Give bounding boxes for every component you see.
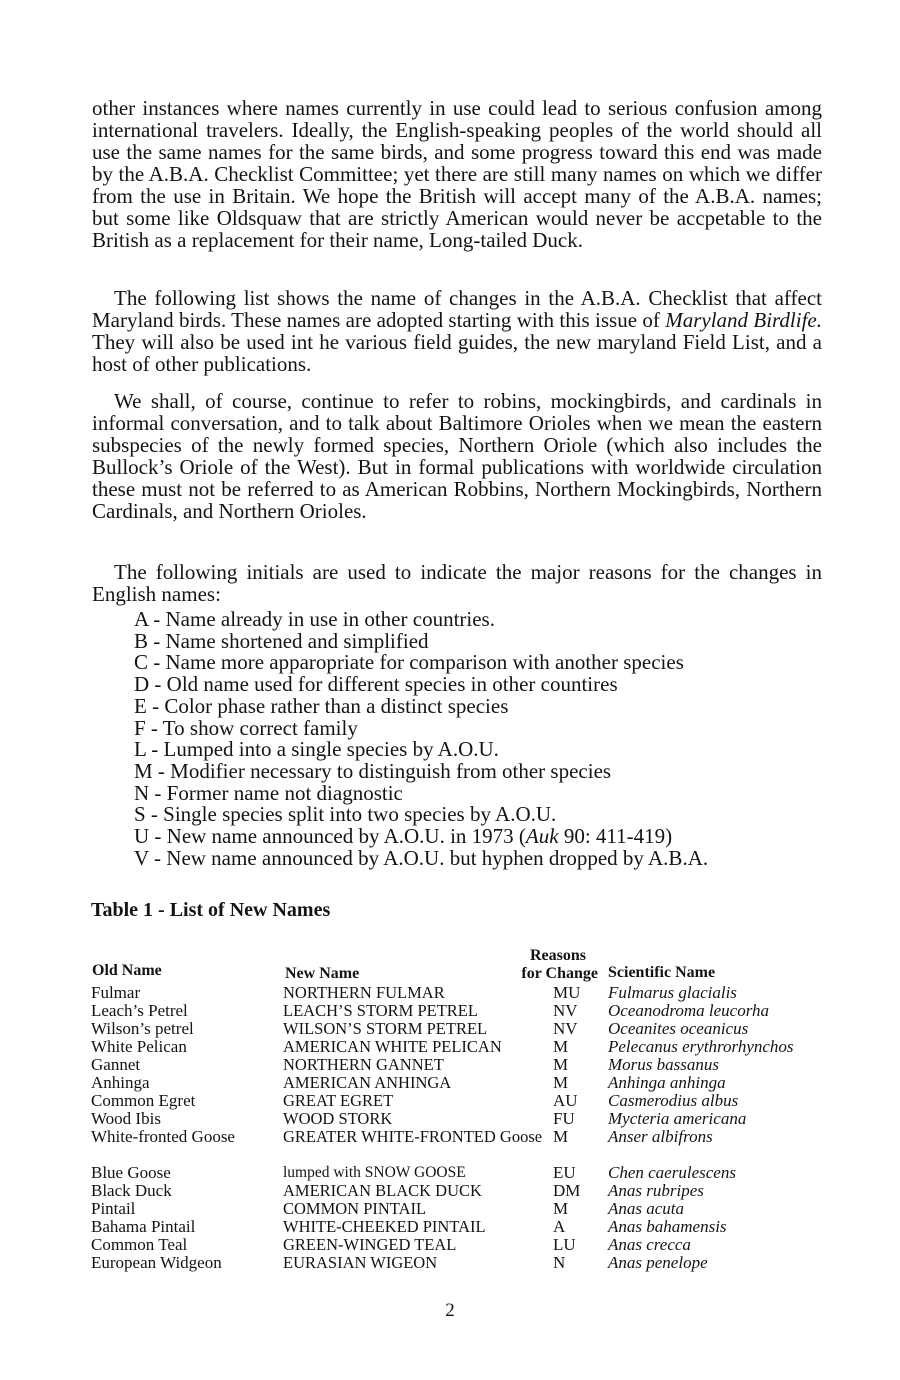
reason-codes: MU — [553, 983, 581, 1002]
reason-codes: M — [553, 1199, 569, 1218]
header-scientific-name: Scientific Name — [608, 964, 716, 981]
table-row — [0, 1164, 900, 1182]
header-reasons-line2: for Change — [521, 965, 598, 982]
reason-item: S - Single species split into two species by A.O.U. — [134, 802, 557, 827]
reason-item: D - Old name used for different species in other countires — [134, 672, 618, 697]
old-name: Black Duck — [91, 1181, 172, 1200]
old-name: Anhinga — [91, 1073, 150, 1092]
reason-item-u — [134, 826, 824, 848]
table-title: Table 1 - List of New Names — [91, 899, 331, 921]
reason-item: E - Color phase rather than a distinct species — [134, 693, 509, 718]
paragraph-2 — [92, 287, 822, 375]
paragraph-4 — [92, 561, 822, 605]
old-name: Pintail — [91, 1199, 136, 1218]
new-name: WILSON’S STORM PETREL — [283, 1019, 488, 1038]
table-row — [0, 984, 900, 1002]
table-row — [0, 1092, 900, 1110]
reason-item: C - Name more apparopriate for comparison with another species — [134, 650, 684, 675]
new-name: AMERICAN ANHINGA — [283, 1073, 452, 1092]
paragraph-4-text: The following initials are used to indicate the major reasons for the changes in English names: — [92, 560, 822, 606]
header-old-name: Old Name — [92, 962, 162, 979]
old-name: European Widgeon — [91, 1253, 222, 1272]
table-row — [0, 1020, 900, 1038]
reason-item: M - Modifier necessary to distinguish from other species — [134, 758, 612, 783]
reasons-list — [134, 609, 824, 869]
table-row — [0, 1002, 900, 1020]
old-name: Fulmar — [91, 983, 141, 1002]
reason-item-v: V - New name announced by A.O.U. but hyphen dropped by A.B.A. — [134, 845, 709, 870]
reason-codes: LU — [553, 1235, 576, 1254]
new-name: NORTHERN FULMAR — [283, 983, 445, 1002]
scientific-name: Mycteria americana — [608, 1109, 747, 1128]
reason-item: A - Name already in use in other countries. — [134, 607, 495, 631]
old-name: Gannet — [91, 1055, 141, 1074]
paragraph-2-text-b: They will also be used int he various field guides, the new maryland Field List, and a host of other publications. — [92, 330, 822, 376]
scientific-name: Anas bahamensis — [608, 1217, 727, 1236]
reason-codes: M — [553, 1127, 569, 1146]
page-number: 2 — [445, 1300, 455, 1321]
old-name: White Pelican — [91, 1037, 187, 1056]
table-row — [0, 1038, 900, 1056]
reason-u-text-a: U - New name announced by A.O.U. in 1973 ( — [134, 824, 526, 849]
reason-codes: DM — [553, 1181, 581, 1200]
new-name: COMMON PINTAIL — [283, 1199, 427, 1218]
table-body — [0, 984, 900, 1272]
table-row — [0, 1254, 900, 1272]
table-row — [0, 1218, 900, 1236]
reason-codes: FU — [553, 1109, 575, 1128]
scientific-name: Chen caerulescens — [608, 1163, 736, 1182]
reason-item: L - Lumped into a single species by A.O.U. — [134, 737, 499, 762]
new-name: WOOD STORK — [283, 1109, 393, 1128]
scientific-name: Anas acuta — [608, 1199, 685, 1218]
paragraph-2-text-a: The following list shows the name of changes in the A.B.A. Checklist that affect Maryland birds. These names are adopted starting with this issue of — [92, 286, 822, 332]
scientific-name: Anas crecca — [608, 1235, 691, 1254]
reason-item: B - Name shortened and simplified — [134, 628, 429, 653]
scientific-name: Oceanites oceanicus — [608, 1019, 749, 1038]
old-name: Common Egret — [91, 1091, 196, 1110]
scientific-name: Pelecanus erythrorhynchos — [608, 1037, 794, 1056]
reason-codes: M — [553, 1037, 569, 1056]
reason-item: N - Former name not diagnostic — [134, 780, 403, 805]
old-name: Wilson’s petrel — [91, 1019, 194, 1038]
new-name: NORTHERN GANNET — [283, 1055, 444, 1074]
table-row — [0, 1128, 900, 1164]
scientific-name: Casmerodius albus — [608, 1091, 739, 1110]
reason-codes: M — [553, 1073, 569, 1092]
new-name: GREATER WHITE-FRONTED Goose — [283, 1127, 543, 1146]
old-name: Wood Ibis — [91, 1109, 161, 1128]
new-name: GREEN-WINGED TEAL — [283, 1235, 457, 1254]
scientific-name: Anser albifrons — [608, 1127, 713, 1146]
new-name: AMERICAN WHITE PELICAN — [283, 1037, 502, 1056]
new-name: GREAT EGRET — [283, 1091, 394, 1110]
table-row — [0, 1056, 900, 1074]
table-row — [0, 1110, 900, 1128]
reason-u-text-b: 90: 411-419) — [558, 824, 673, 849]
paragraph-3 — [92, 390, 822, 522]
paragraph-1: other instances where names currently in use could lead to serious confusion among international travelers. Ideally, the English-speaking peoples of the world should all use the same names for the same birds, and some progress toward this end was made by the A.B.A. Checklist Committee; yet there are still many names on which we differ from the use in Britain. We hope the British will accept many of the A.B.A. names; but some like Oldsquaw that are strictly American would never be accpetable to the British as a replacement for their name, Long-tailed Duck. — [92, 96, 822, 252]
reason-codes: A — [553, 1217, 566, 1236]
reason-codes: NV — [553, 1001, 578, 1020]
reason-codes: NV — [553, 1019, 578, 1038]
reason-codes: N — [553, 1253, 566, 1272]
reason-codes: M — [553, 1055, 569, 1074]
scientific-name: Morus bassanus — [608, 1055, 719, 1074]
new-name: AMERICAN BLACK DUCK — [283, 1181, 482, 1200]
old-name: Common Teal — [91, 1235, 188, 1254]
reason-u-journal: Auk — [525, 824, 559, 849]
table-row — [0, 1236, 900, 1254]
old-name: Bahama Pintail — [91, 1217, 196, 1236]
header-new-name: New Name — [285, 965, 360, 982]
journal-title: Maryland Birdlife. — [665, 308, 822, 332]
table-row — [0, 1074, 900, 1092]
new-name: lumped with SNOW GOOSE — [283, 1164, 466, 1181]
table-row — [0, 1200, 900, 1218]
paragraph-3-text: We shall, of course, continue to refer to robins, mockingbirds, and cardinals in informal conversation, and to talk about Baltimore Orioles when we mean the eastern subspecies of the newly formed species, Northern Oriole (which also includes the Bullock’s Oriole of the West). But in formal publications with worldwide circulation these must not be referred to as American Robbins, Northern Mockingbirds, Northern Cardinals, and Northern Orioles. — [92, 389, 822, 523]
old-name: White-fronted Goose — [91, 1127, 235, 1146]
old-name: Blue Goose — [91, 1163, 171, 1182]
scientific-name: Oceanodroma leucorha — [608, 1001, 770, 1020]
reason-item: F - To show correct family — [134, 715, 358, 740]
reason-codes: EU — [553, 1163, 576, 1182]
table-row — [0, 1182, 900, 1200]
reason-codes: AU — [553, 1091, 578, 1110]
header-reasons — [498, 947, 598, 983]
scientific-name: Anas rubripes — [608, 1181, 704, 1200]
old-name: Leach’s Petrel — [91, 1001, 188, 1020]
new-name: WHITE-CHEEKED PINTAIL — [283, 1217, 486, 1236]
scientific-name: Anhinga anhinga — [608, 1073, 726, 1092]
scientific-name: Fulmarus glacialis — [608, 983, 737, 1002]
new-name: LEACH’S STORM PETREL — [283, 1001, 478, 1020]
scientific-name: Anas penelope — [608, 1253, 708, 1272]
new-name: EURASIAN WIGEON — [283, 1253, 438, 1272]
header-reasons-line1: Reasons — [529, 947, 586, 964]
